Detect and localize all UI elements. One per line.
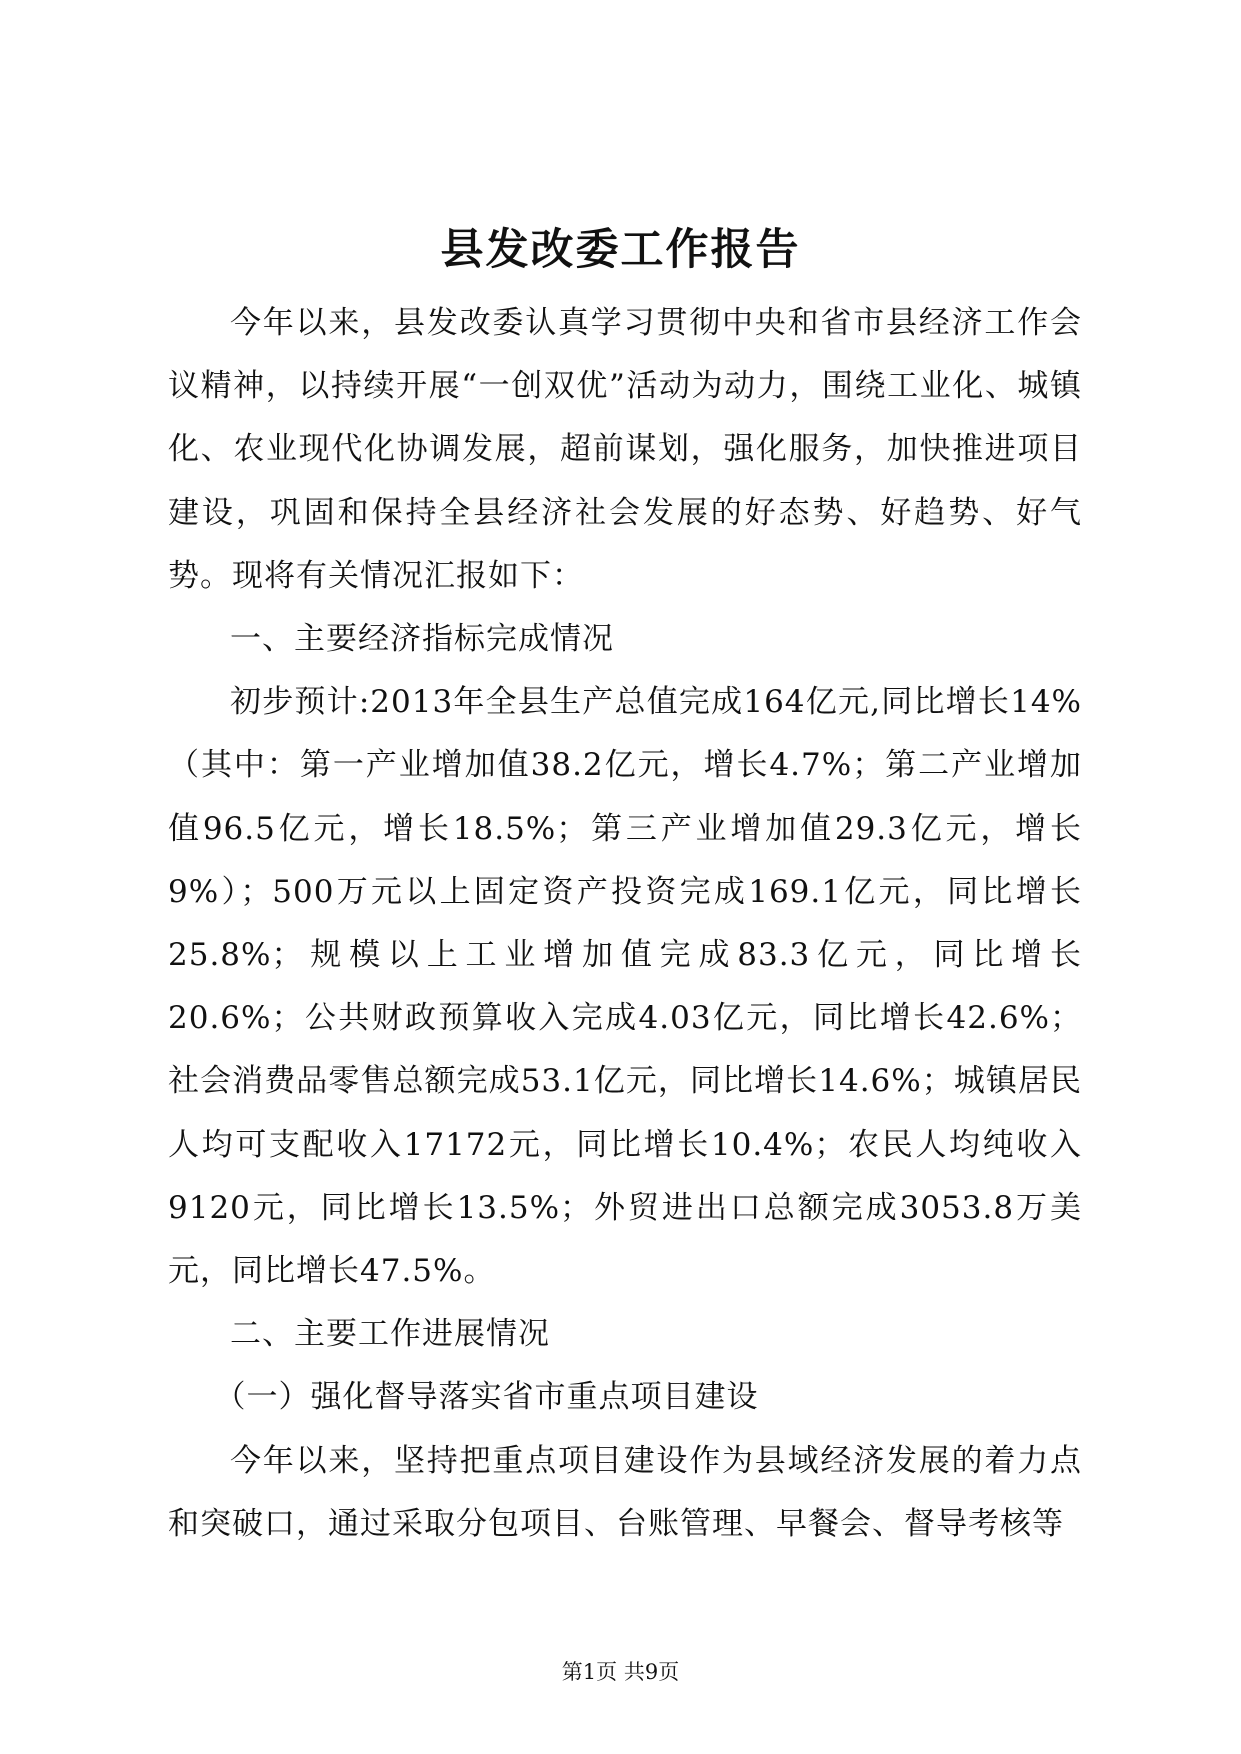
document-title: 县发改委工作报告 — [440, 225, 801, 275]
document-body — [168, 292, 1082, 1556]
page-footer: 第1页 共9页 — [561, 1660, 680, 1684]
paragraph-indicators: 初步预计:2013年全县生产总值完成164亿元,同比增长14%（其中：第一产业增加值38.2亿元，增长4.7%；第二产业增加值96.5亿元，增长18.5%；第三产业增加值29.3亿元，增长9%）；500万元以上固定资产投资完成169.1亿元，同比增长25.8%；规模以上工业增加值完成83.3亿元，同比增长20.6%；公共财政预算收入完成4.03亿元，同比增长42.6%；社会消费品零售总额完成53.1亿元，同比增长14.6%；城镇居民人均可支配收入17172元，同比增长10.4%；农民人均纯收入9120元，同比增长13.5%；外贸进出口总额完成3053.8万美元，同比增长47.5%。 — [168, 684, 1082, 1290]
paragraph-projects: 今年以来，坚持把重点项目建设作为县域经济发展的着力点和突破口，通过采取分包项目、台账管理、早餐会、督导考核等 — [168, 1442, 1082, 1542]
subsection-heading-1: （一）强化督导落实省市重点项目建设 — [214, 1379, 759, 1416]
paragraph-intro: 今年以来，县发改委认真学习贯彻中央和省市县经济工作会议精神，以持续开展“一创双优”活动为动力，围绕工业化、城镇化、农业现代化协调发展，超前谋划，强化服务，加快推进项目建设，巩固和保持全县经济社会发展的好态势、好趋势、好气势。现将有关情况汇报如下： — [168, 305, 1082, 594]
section-heading-1: 一、主要经济指标完成情况 — [230, 621, 614, 658]
section-heading-2: 二、主要工作进展情况 — [230, 1316, 550, 1353]
